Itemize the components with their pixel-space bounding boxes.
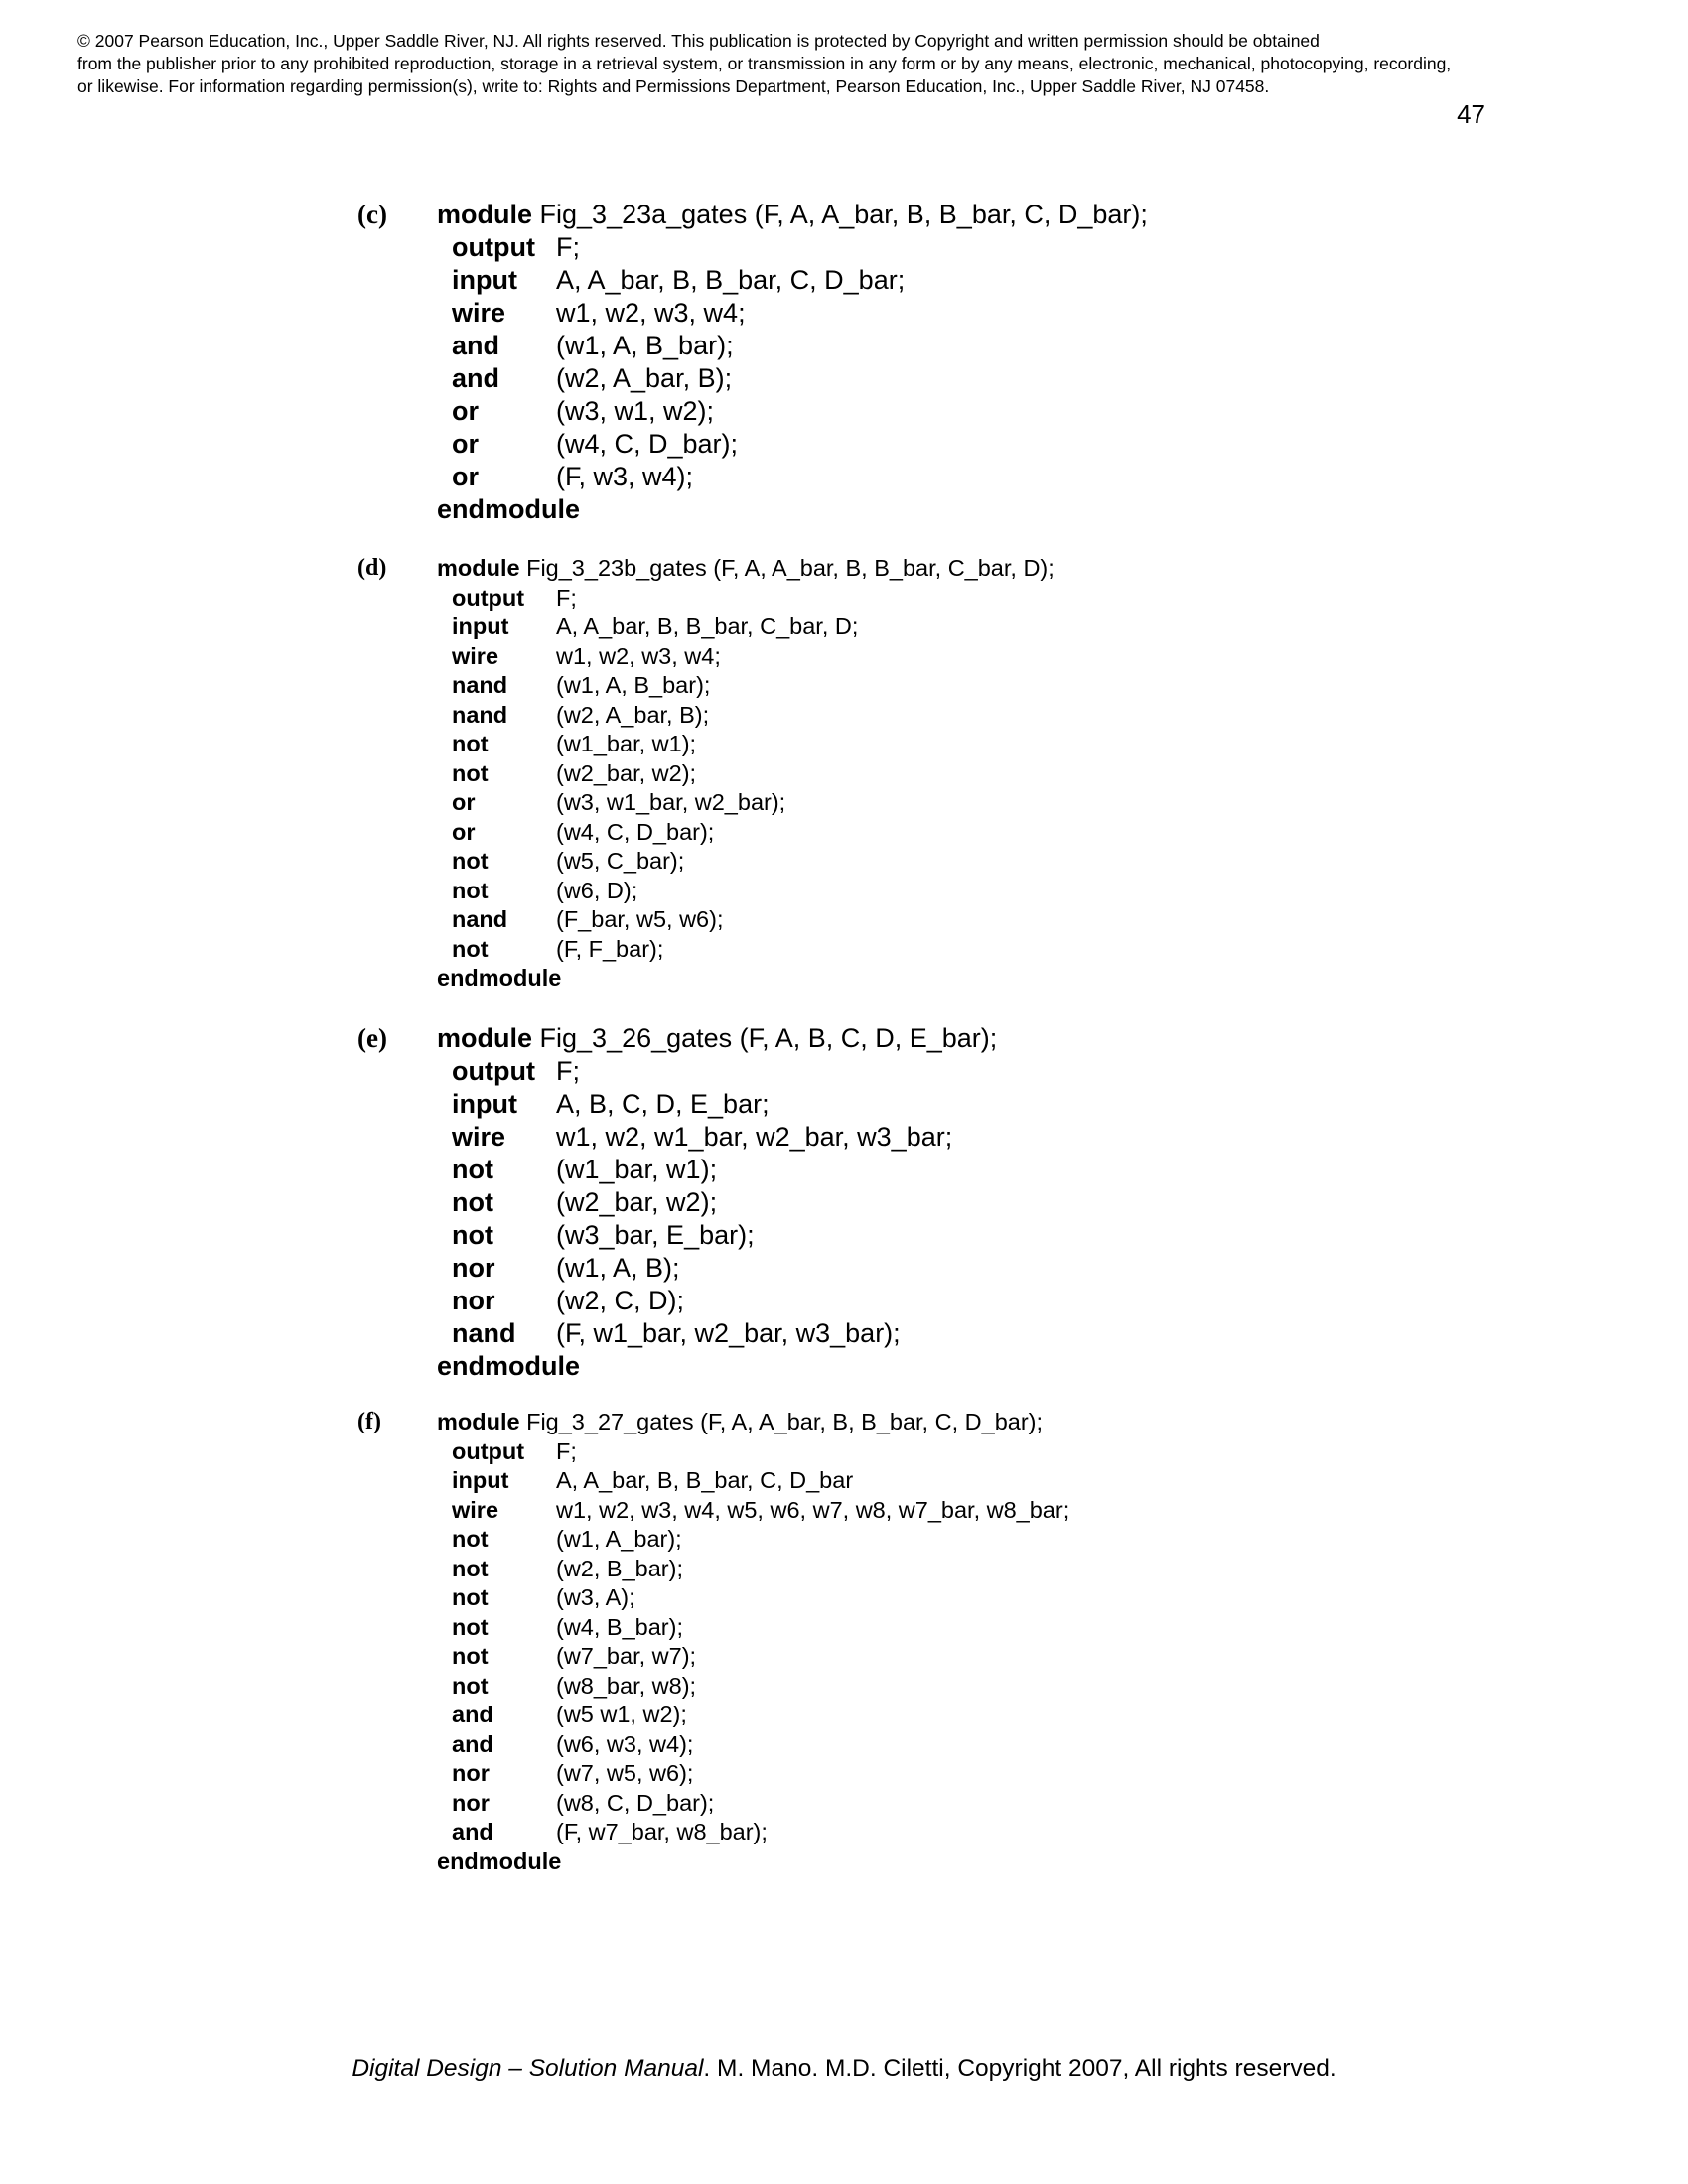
module-keyword: module	[437, 1024, 533, 1053]
code-statement	[437, 330, 1148, 362]
statement-keyword: and	[452, 331, 500, 360]
code-statement	[437, 905, 1055, 935]
statement-arguments: (w3, w1_bar, w2_bar);	[556, 789, 786, 815]
statement-keyword: not	[452, 1643, 489, 1669]
code-statement	[437, 428, 1148, 461]
statement-arguments: (w3, A);	[556, 1584, 635, 1610]
statement-arguments: (F, w7_bar, w8_bar);	[556, 1819, 768, 1844]
code-statement	[437, 1496, 1070, 1526]
statement-keyword: not	[452, 731, 489, 756]
statement-keyword: wire	[452, 298, 506, 328]
statement-arguments: (w2, B_bar);	[556, 1555, 683, 1581]
code-statement	[437, 584, 1055, 614]
statement-arguments: (w8_bar, w8);	[556, 1672, 697, 1699]
statement-keyword: not	[452, 1526, 489, 1552]
code-statement	[437, 1818, 1043, 1847]
statement-keyword: or	[452, 429, 479, 459]
statement-arguments: (w7, w5, w6);	[556, 1760, 694, 1786]
code-statement	[437, 730, 1055, 759]
code-statement	[437, 1789, 1043, 1819]
statement-arguments: (w5, C_bar);	[556, 848, 685, 874]
code-statement	[437, 1613, 1043, 1643]
module-keyword: module	[437, 1409, 520, 1434]
statement-arguments: (w2, A_bar, B);	[556, 363, 733, 393]
statement-keyword: nand	[452, 906, 508, 932]
statement-arguments: (w1_bar, w1);	[556, 1155, 718, 1184]
code-statement	[437, 1583, 1043, 1613]
module-signature: Fig_3_27_gates (F, A, A_bar, B, B_bar, C, D_bar);	[526, 1409, 1044, 1434]
statement-arguments: A, B, C, D, E_bar;	[556, 1089, 770, 1119]
verilog-code	[437, 1408, 1070, 1876]
code-statement	[437, 613, 1055, 642]
statement-arguments: (w6, D);	[556, 877, 638, 903]
code-statement	[437, 818, 1055, 848]
statement-keyword: not	[452, 877, 489, 903]
code-statement	[437, 1730, 1043, 1760]
statement-arguments: F;	[556, 1056, 580, 1086]
statement-arguments: F;	[556, 1437, 577, 1464]
statement-arguments: (w6, w3, w4);	[556, 1730, 694, 1757]
code-statement	[437, 642, 1055, 672]
statement-keyword: or	[452, 789, 476, 815]
statement-arguments: w1, w2, w3, w4;	[556, 298, 746, 328]
copyright-line: from the publisher prior to any prohibited reproduction, storage in a retrieval system, or transmission in any form or by any means, electronic, mechanical, photocopying, recording,	[77, 54, 1452, 73]
code-statement	[437, 362, 1148, 395]
statement-keyword: and	[452, 1730, 493, 1757]
code-statement	[437, 1672, 1043, 1702]
code-statement	[437, 297, 1148, 330]
statement-keyword: nor	[452, 1789, 490, 1816]
statement-arguments: (w2_bar, w2);	[556, 1187, 718, 1217]
statement-keyword: not	[452, 935, 489, 962]
statement-arguments: (w2, C, D);	[556, 1286, 685, 1315]
statement-arguments: (w2_bar, w2);	[556, 759, 697, 786]
statement-keyword: input	[452, 1467, 509, 1493]
section-letter: (f)	[357, 1409, 381, 1434]
endmodule-keyword: endmodule	[437, 1847, 562, 1874]
module-declaration	[437, 1408, 1043, 1437]
statement-keyword: not	[452, 1584, 489, 1610]
code-statement	[437, 1121, 997, 1154]
code-statement	[437, 877, 1055, 906]
statement-keyword: not	[452, 1555, 489, 1581]
code-statement	[437, 1437, 1043, 1467]
statement-arguments: A, A_bar, B, B_bar, C, D_bar;	[556, 265, 906, 295]
statement-keyword: nor	[452, 1253, 495, 1283]
code-statement	[437, 1642, 1043, 1672]
statement-keyword: nor	[452, 1286, 495, 1315]
statement-arguments: (w1_bar, w1);	[556, 731, 697, 756]
verilog-code	[437, 554, 1055, 994]
copyright-notice	[77, 30, 1626, 98]
code-statement	[437, 231, 1148, 264]
statement-keyword: not	[452, 1187, 493, 1217]
statement-keyword: output	[452, 232, 535, 262]
statement-arguments: (F, F_bar);	[556, 935, 664, 962]
code-statement	[437, 847, 1055, 877]
statement-arguments: (F, w3, w4);	[556, 462, 694, 491]
statement-arguments: (w3_bar, E_bar);	[556, 1220, 755, 1250]
statement-keyword: wire	[452, 1496, 499, 1523]
statement-arguments: (F_bar, w5, w6);	[556, 906, 724, 932]
statement-keyword: and	[452, 1702, 493, 1727]
code-statement	[437, 395, 1148, 428]
section-letter: (c)	[357, 200, 387, 229]
module-declaration	[437, 199, 1148, 231]
code-statement	[437, 788, 1055, 818]
code-statement	[437, 671, 1055, 701]
statement-arguments: (w4, B_bar);	[556, 1613, 683, 1640]
code-statement	[437, 1555, 1043, 1584]
statement-keyword: not	[452, 759, 489, 786]
statement-arguments: (w5 w1, w2);	[556, 1702, 687, 1727]
code-statement	[437, 1759, 1043, 1789]
statement-arguments: (F, w1_bar, w2_bar, w3_bar);	[556, 1318, 901, 1348]
module-signature: Fig_3_23b_gates (F, A, A_bar, B, B_bar, C_bar, D);	[526, 555, 1055, 581]
statement-arguments: A, A_bar, B, B_bar, C, D_bar	[556, 1467, 854, 1493]
verilog-code	[437, 1023, 997, 1383]
statement-keyword: input	[452, 614, 509, 639]
footer-book-title: Digital Design – Solution Manual	[352, 2055, 704, 2082]
statement-keyword: not	[452, 1613, 489, 1640]
statement-keyword: output	[452, 1437, 525, 1464]
statement-keyword: not	[452, 848, 489, 874]
statement-keyword: input	[452, 265, 517, 295]
verilog-code	[437, 199, 1148, 526]
statement-arguments: w1, w2, w3, w4, w5, w6, w7, w8, w7_bar, w8_bar;	[556, 1496, 1070, 1523]
statement-arguments: (w1, A, B);	[556, 1253, 680, 1283]
statement-arguments: (w3, w1, w2);	[556, 396, 715, 426]
statement-keyword: nand	[452, 701, 508, 728]
statement-keyword: not	[452, 1220, 493, 1250]
statement-arguments: (w1, A, B_bar);	[556, 672, 711, 698]
statement-arguments: (w8, C, D_bar);	[556, 1789, 715, 1816]
code-statement	[437, 1154, 997, 1186]
module-keyword: module	[437, 200, 533, 229]
statement-keyword: nand	[452, 672, 508, 698]
statement-arguments: w1, w2, w3, w4;	[556, 642, 721, 669]
statement-keyword: wire	[452, 1122, 506, 1152]
statement-keyword: and	[452, 1819, 493, 1844]
page-number: 47	[1457, 99, 1485, 129]
endmodule-keyword: endmodule	[437, 1351, 581, 1381]
code-statement	[437, 1186, 997, 1219]
module-declaration	[437, 554, 1055, 584]
code-statement	[437, 461, 1148, 493]
code-statement	[437, 1252, 997, 1285]
statement-keyword: not	[452, 1155, 493, 1184]
module-declaration	[437, 1023, 997, 1055]
module-keyword: module	[437, 555, 520, 581]
statement-arguments: w1, w2, w1_bar, w2_bar, w3_bar;	[556, 1122, 953, 1152]
code-statement	[437, 1525, 1043, 1555]
code-statement	[437, 1285, 997, 1317]
statement-keyword: or	[452, 818, 476, 845]
footer-credits: . M. Mano. M.D. Ciletti, Copyright 2007, All rights reserved.	[703, 2055, 1336, 2082]
code-statement	[437, 1317, 997, 1350]
statement-keyword: wire	[452, 642, 499, 669]
code-statement	[437, 264, 1148, 297]
endmodule-keyword: endmodule	[437, 965, 562, 991]
code-statement	[437, 1701, 1043, 1730]
module-signature: Fig_3_26_gates (F, A, B, C, D, E_bar);	[539, 1024, 998, 1053]
section-letter: (e)	[357, 1024, 387, 1053]
statement-arguments: (w4, C, D_bar);	[556, 429, 739, 459]
code-statement	[437, 1466, 1043, 1496]
statement-arguments: A, A_bar, B, B_bar, C_bar, D;	[556, 614, 859, 639]
code-statement	[437, 1219, 997, 1252]
statement-arguments: (w2, A_bar, B);	[556, 701, 710, 728]
statement-arguments: (w7_bar, w7);	[556, 1643, 697, 1669]
section-letter: (d)	[357, 555, 387, 581]
statement-arguments: F;	[556, 584, 577, 611]
code-statement	[437, 759, 1055, 789]
endmodule-keyword: endmodule	[437, 494, 581, 524]
statement-keyword: input	[452, 1089, 517, 1119]
statement-arguments: (w1, A_bar);	[556, 1526, 682, 1552]
module-signature: Fig_3_23a_gates (F, A, A_bar, B, B_bar, C, D_bar);	[539, 200, 1148, 229]
statement-keyword: output	[452, 1056, 535, 1086]
code-statement	[437, 1055, 997, 1088]
statement-arguments: (w1, A, B_bar);	[556, 331, 734, 360]
copyright-line: © 2007 Pearson Education, Inc., Upper Saddle River, NJ. All rights reserved. This publication is protected by Copyright and written permission should be obtained	[77, 31, 1320, 51]
code-statement	[437, 935, 1055, 965]
statement-arguments: (w4, C, D_bar);	[556, 818, 715, 845]
statement-arguments: F;	[556, 232, 580, 262]
statement-keyword: or	[452, 396, 479, 426]
statement-keyword: nand	[452, 1318, 516, 1348]
statement-keyword: and	[452, 363, 500, 393]
code-statement	[437, 1088, 997, 1121]
statement-keyword: not	[452, 1672, 489, 1699]
copyright-line: or likewise. For information regarding permission(s), write to: Rights and Permissions Department, Pearson Education, Inc., Upper Saddle River, NJ 07458.	[77, 76, 1270, 96]
statement-keyword: or	[452, 462, 479, 491]
statement-keyword: nor	[452, 1760, 490, 1786]
statement-keyword: output	[452, 584, 525, 611]
code-statement	[437, 701, 1055, 731]
page-footer	[0, 2055, 1688, 2083]
